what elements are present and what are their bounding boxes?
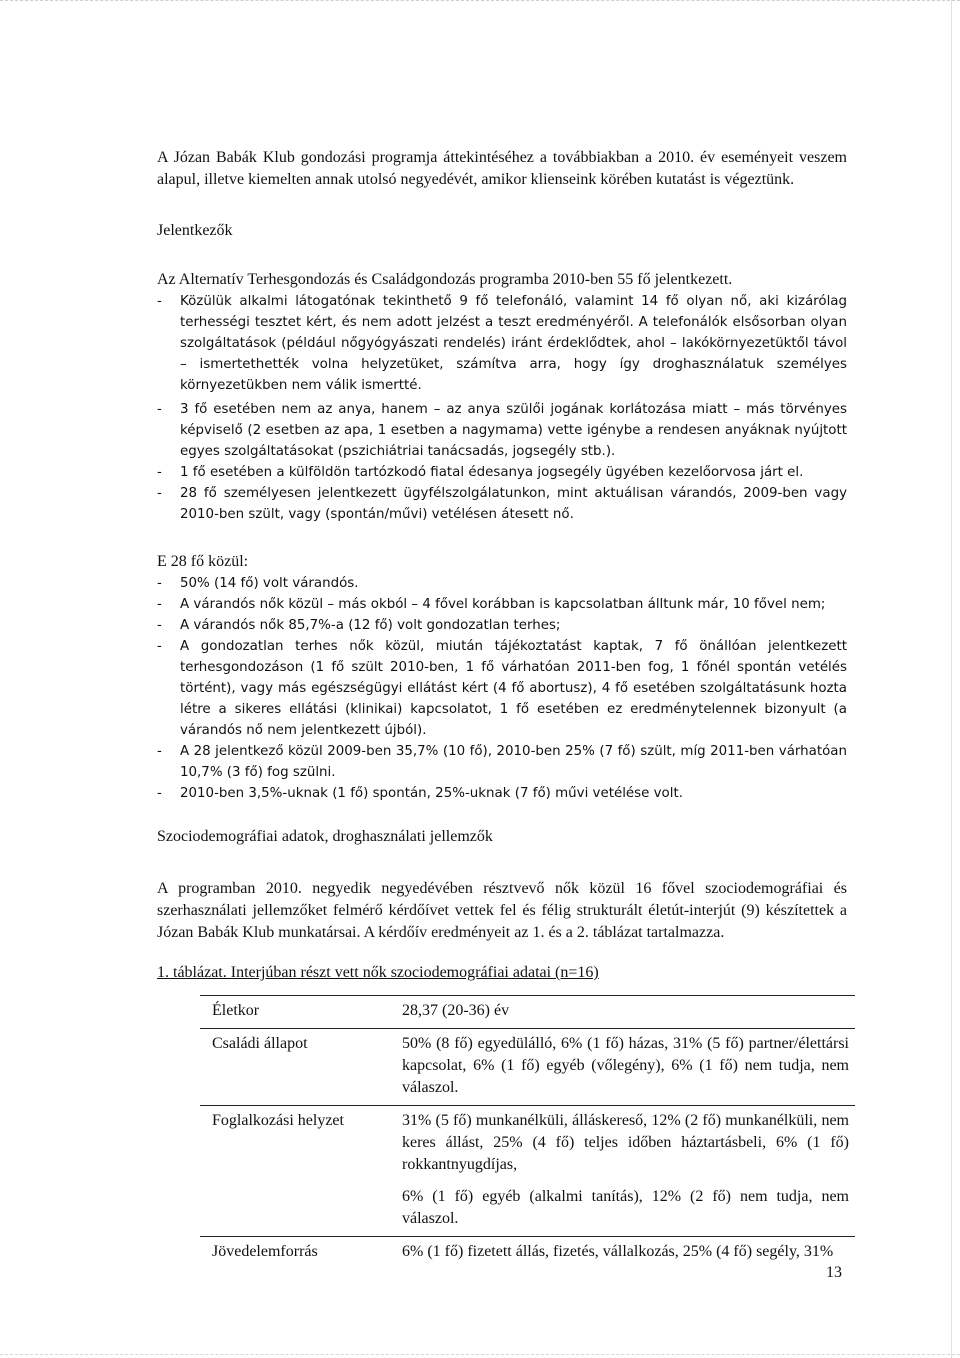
sociodemographic-table <box>200 995 855 1269</box>
page-number: 13 <box>826 1264 842 1281</box>
table-row-value <box>388 996 855 1029</box>
table-row-value <box>388 1106 855 1237</box>
jelentkezok-list <box>157 291 847 525</box>
table-row <box>200 1237 855 1270</box>
table-row <box>200 1106 855 1237</box>
list-item: - 28 fő személyesen jelentkezett ügyfélszolgálatunkon, mint aktuálisan várandós, 2009-ben vagy 2010-ben szült, vagy (spontán/művi) vetélésen átesett nő. <box>157 483 847 525</box>
table-row-label: Foglalkozási helyzet <box>212 1112 344 1129</box>
list-item: - 1 fő esetében a külföldön tartózkodó fiatal édesanya jogsegély ügyében kezelőorvosa járt el. <box>157 462 847 483</box>
heading-szociodemografia: Szociodemográfiai adatok, droghasználati jellemzők <box>157 828 493 845</box>
table-cell-text: 28,37 (20-36) év <box>402 1002 510 1019</box>
scan-edge-top <box>0 0 960 4</box>
table-caption: 1. táblázat. Interjúban részt vett nők szociodemográfiai adatai (n=16) <box>157 964 599 981</box>
list-item: - A 28 jelentkező közül 2009-ben 35,7% (10 fő), 2010-ben 25% (7 fő) szült, míg 2011-ben várhatóan 10,7% (3 fő) fog szülni. <box>157 741 847 783</box>
list-item: - A várandós nők közül – más okból – 4 fővel korábban is kapcsolatban álltunk már, 10 fővel nem; <box>157 594 847 615</box>
table-row <box>200 996 855 1029</box>
list-item: - A gondozatlan terhes nők közül, miután tájékoztatást kaptak, 7 fő önállóan jelentkezett terhesgondozáson (1 fő szült 2010-ben, 1 fő várhatóan 2011-ben fog, 1 főnél spontán vetélés történt), vagy más egészségügyi ellátást kért (4 fő abortusz), 4 fő esetében szolgáltatásunk hozta létre a sikeres ellátási (klinikai) kapcsolatot, 1 fő esetében ez eredménytelennek bizonyult (a várandós nő nem jelentkezett újból). <box>157 636 847 741</box>
table-row-label: Életkor <box>212 1002 260 1019</box>
table-row-label: Jövedelemforrás <box>212 1243 318 1260</box>
list-item: - 2010-ben 3,5%-uknak (1 fő) spontán, 25%-uknak (7 fő) művi vetélése volt. <box>157 783 847 804</box>
heading-jelentkezok: Jelentkezők <box>157 222 233 239</box>
table-cell-text: 50% (8 fő) egyedülálló, 6% (1 fő) házas, 31% (5 fő) partner/élettársi kapcsolat, 6% (1 fő) egyéb (vőlegény), 6% (1 fő) nem tudja, nem válaszol. <box>402 1035 849 1096</box>
scan-edge-bottom <box>0 1354 960 1356</box>
list-item: - 3 fő esetében nem az anya, hanem – az anya szülői jogának korlátozása miatt – más törvényes képviselő (2 esetben az apa, 1 esetben a nagymama) vette igénybe a rendesen anyáknak nyújtott egyes szolgáltatásokat (pszichiátriai tanácsadás, jogsegély stb.). <box>157 399 847 462</box>
intro-paragraph: A Józan Babák Klub gondozási programja áttekintéséhez a továbbiakban a 2010. év eseményeit veszem alapul, illetve kiemelten annak utolsó negyedévét, amikor klienseink körében kutatást is végeztünk. <box>157 149 847 188</box>
table-cell-text: 6% (1 fő) egyéb (alkalmi tanítás), 12% (2 fő) nem tudja, nem válaszol. <box>402 1188 849 1227</box>
table-row-value <box>388 1029 855 1106</box>
table-row-value <box>388 1237 855 1270</box>
table-row-label: Családi állapot <box>212 1035 308 1052</box>
table-cell-text: 6% (1 fő) fizetett állás, fizetés, vállalkozás, 25% (4 fő) segély, 31% <box>402 1243 834 1260</box>
scan-edge-right <box>951 0 952 1358</box>
jelentkezok-lead: Az Alternatív Terhesgondozás és Családgondozás programba 2010-ben 55 fő jelentkezett. <box>157 271 733 288</box>
e28-list <box>157 573 847 804</box>
table-row <box>200 1029 855 1106</box>
list-item: - 50% (14 fő) volt várandós. <box>157 573 847 594</box>
list-item: - Közülük alkalmi látogatónak tekinthető 9 fő telefonáló, valamint 14 fő olyan nő, aki kizárólag terhességi tesztet kért, és nem adott jelzést a teszt eredményéről. A telefonálók elsősorban olyan szolgáltatások (például nőgyógyászati rendelés) iránt érdeklődtek, ahol – lakókörnyezetüktől távol – ismertethették volna helyzetüket, számítva arra, hogy így droghasználatuk személyes környezetükben nem válik ismertté. <box>157 291 847 396</box>
table-cell-text: 31% (5 fő) munkanélküli, álláskereső, 12% (2 fő) munkanélküli, nem keres állást, 25% (4 fő) teljes időben háztartásbeli, 6% (1 fő) rokkantnyugdíjas, <box>402 1112 849 1173</box>
list-item: - A várandós nők 85,7%-a (12 fő) volt gondozatlan terhes; <box>157 615 847 636</box>
heading-e28: E 28 fő közül: <box>157 553 249 570</box>
szociodemografia-paragraph: A programban 2010. negyedik negyedévében résztvevő nők közül 16 fővel szociodemográfiai és szerhasználati jellemzőket felmérő kérdőívet vettek fel és félig strukturált életút-interjút (9) készítettek a Józan Babák Klub munkatársai. A kérdőív eredményeit az 1. és a 2. táblázat tartalmazza. <box>157 880 847 941</box>
